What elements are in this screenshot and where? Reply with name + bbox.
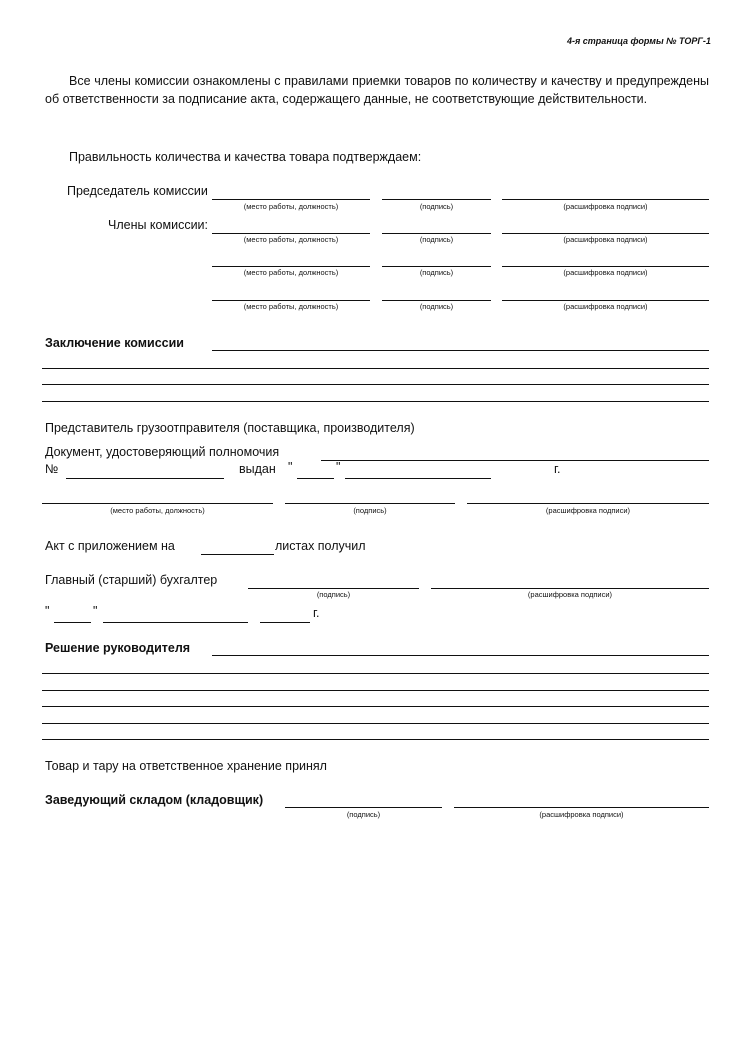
conclusion-field-4[interactable] [42,385,709,402]
confirmation-text: Правильность количества и качества товара подтверждаем: [69,150,422,164]
decision-field-5[interactable] [42,707,709,724]
signature-caption: (подпись) [316,590,351,599]
conclusion-field-3[interactable] [42,368,709,385]
decision-field-4[interactable] [42,690,709,707]
year-abbr: г. [313,606,320,620]
decision-field-2[interactable] [42,657,709,674]
warehouse-decoding-field[interactable] [454,791,709,808]
member3-position-field[interactable] [212,284,370,301]
member3-decoding-field[interactable] [502,284,709,301]
quote-close: " [336,460,341,474]
member2-decoding-field[interactable] [502,250,709,267]
warehouse-signature-field[interactable] [285,791,442,808]
member1-position-field[interactable] [212,217,370,234]
issued-month-field[interactable] [345,462,491,479]
decoding-caption: (расшифровка подписи) [527,590,613,599]
shipper-signature-field[interactable] [285,487,455,504]
quote-close: " [93,604,98,618]
decoding-caption: (расшифровка подписи) [563,302,648,311]
accountant-signature-field[interactable] [248,572,419,589]
sheets-count-field[interactable] [201,538,274,555]
chairman-position-field[interactable] [212,183,370,200]
date-day-field[interactable] [54,606,91,623]
member2-position-field[interactable] [212,250,370,267]
member1-signature-field[interactable] [382,217,491,234]
chairman-label: Председатель комиссии [67,184,208,198]
members-label: Члены комиссии: [108,218,209,232]
position-caption: (место работы, должность) [243,235,339,244]
authority-doc-field[interactable] [321,444,709,461]
conclusion-field-2[interactable] [42,352,709,369]
doc-number-field[interactable] [66,462,224,479]
act-received-suffix: листах получил [275,539,366,553]
position-caption: (место работы, должность) [243,268,339,277]
issued-label: выдан [239,462,276,476]
goods-accepted-text: Товар и тару на ответственное хранение принял [45,759,327,773]
date-year-field[interactable] [260,606,310,623]
member3-signature-field[interactable] [382,284,491,301]
date-month-field[interactable] [103,606,248,623]
decision-field-1[interactable] [212,639,709,656]
signature-caption: (подпись) [419,235,454,244]
decoding-caption: (расшифровка подписи) [563,235,648,244]
position-caption: (место работы, должность) [110,506,205,515]
signature-caption: (подпись) [419,302,454,311]
year-abbr: г. [554,462,561,476]
decision-field-3[interactable] [42,674,709,691]
decoding-caption: (расшифровка подписи) [563,268,648,277]
signature-caption: (подпись) [353,506,387,515]
act-received-prefix: Акт с приложением на [45,539,175,553]
decoding-caption: (расшифровка подписи) [539,810,624,819]
decision-field-6[interactable] [42,723,709,740]
number-sign: № [45,462,59,476]
signature-caption: (подпись) [419,268,454,277]
signature-caption: (подпись) [346,810,381,819]
member1-decoding-field[interactable] [502,217,709,234]
shipper-decoding-field[interactable] [467,487,709,504]
page-header: 4-я страница формы № ТОРГ-1 [567,36,711,46]
chairman-decoding-field[interactable] [502,183,709,200]
quote-open: " [288,460,293,474]
authority-doc-label: Документ, удостоверяющий полномочия [45,445,280,459]
member2-signature-field[interactable] [382,250,491,267]
commission-conclusion-label: Заключение комиссии [45,336,184,350]
accountant-decoding-field[interactable] [431,572,709,589]
decoding-caption: (расшифровка подписи) [563,202,648,211]
decoding-caption: (расшифровка подписи) [545,506,631,515]
chief-accountant-label: Главный (старший) бухгалтер [45,573,218,587]
conclusion-field-1[interactable] [212,334,709,351]
manager-decision-label: Решение руководителя [45,641,191,655]
shipper-position-field[interactable] [42,487,273,504]
issued-day-field[interactable] [297,462,334,479]
shipper-rep-label: Представитель грузоотправителя (поставщика, производителя) [45,421,415,435]
position-caption: (место работы, должность) [243,302,339,311]
chairman-signature-field[interactable] [382,183,491,200]
quote-open: " [45,604,50,618]
signature-caption: (подпись) [419,202,454,211]
intro-paragraph: Все члены комиссии ознакомлены с правилами приемки товаров по количеству и качеству и предупреждены об ответственности за подписание акта, содержащего данные, не соответствующие действительности. [45,74,709,106]
position-caption: (место работы, должность) [243,202,339,211]
warehouse-head-label: Заведующий складом (кладовщик) [45,793,264,807]
